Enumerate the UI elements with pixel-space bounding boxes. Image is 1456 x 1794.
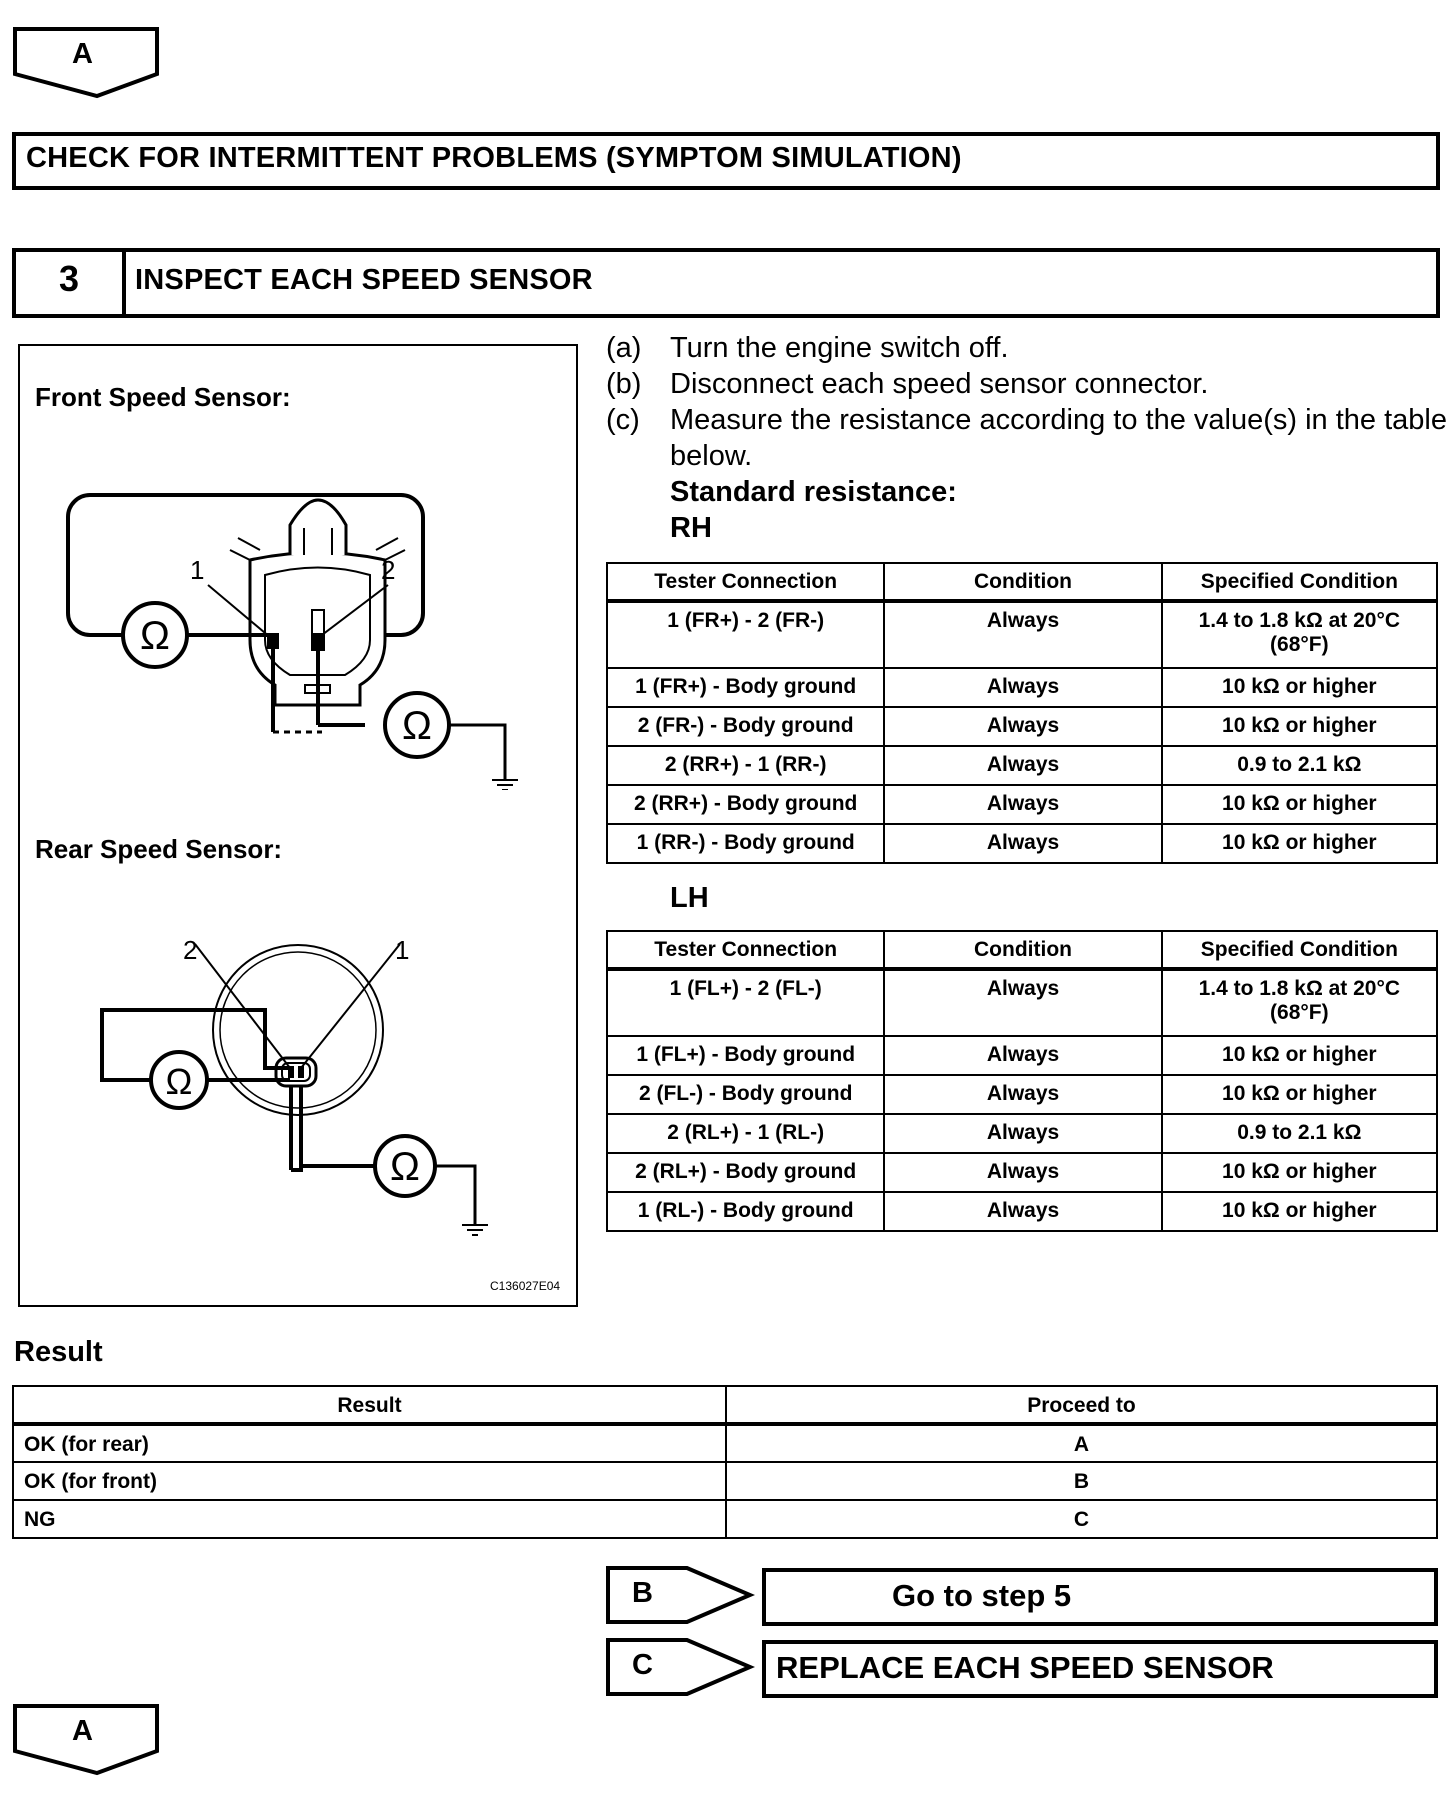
standard-resistance-label: Standard resistance: — [670, 476, 957, 508]
instruction-b — [606, 366, 1436, 402]
action-b-text[interactable]: Go to step 5 — [892, 1578, 1072, 1613]
lh-cell: 10 kΩ or higher — [1162, 1192, 1437, 1231]
rear-ohm-meter-2: Ω — [390, 1145, 420, 1189]
table-row — [607, 785, 1437, 824]
rh-cell: 10 kΩ or higher — [1162, 707, 1437, 746]
lh-cell: 0.9 to 2.1 kΩ — [1162, 1114, 1437, 1153]
rear-pin-1-label: 1 — [395, 935, 410, 965]
rear-sensor-diagram — [90, 930, 510, 1250]
table-row — [607, 1036, 1437, 1075]
lh-cell: Always — [884, 1192, 1161, 1231]
rear-sensor-label: Rear Speed Sensor: — [35, 834, 283, 864]
instruction-c — [606, 402, 1447, 474]
rh-cell: 1 (RR-) - Body ground — [607, 824, 884, 863]
result-cell: C — [726, 1500, 1437, 1538]
lh-table — [606, 930, 1438, 1232]
lh-cell: 1 (FL+) - Body ground — [607, 1036, 884, 1075]
front-sensor-label: Front Speed Sensor: — [35, 382, 291, 412]
section-header-title: CHECK FOR INTERMITTENT PROBLEMS (SYMPTOM SIMULATION) — [26, 142, 962, 174]
result-cell: OK (for rear) — [13, 1424, 726, 1462]
table-row — [607, 668, 1437, 707]
rh-label: RH — [670, 512, 712, 544]
instruction-a — [606, 330, 1436, 366]
rh-table — [606, 562, 1438, 864]
instruction-c-text: Measure the resistance according to the value(s) in the table below. — [670, 404, 1447, 472]
table-row — [607, 746, 1437, 785]
result-title: Result — [14, 1336, 103, 1368]
step-divider — [122, 248, 126, 318]
rh-header-condition: Condition — [884, 563, 1161, 601]
table-row — [607, 1192, 1437, 1231]
lh-cell: Always — [884, 1114, 1161, 1153]
instruction-b-text: Disconnect each speed sensor connector. — [670, 368, 1209, 400]
table-row — [607, 1114, 1437, 1153]
result-cell: NG — [13, 1500, 726, 1538]
rh-cell: Always — [884, 668, 1161, 707]
rh-cell: Always — [884, 746, 1161, 785]
step-title: INSPECT EACH SPEED SENSOR — [135, 264, 593, 296]
lh-cell: Always — [884, 969, 1161, 1036]
front-sensor-diagram — [60, 480, 540, 790]
rh-header-specified: Specified Condition — [1162, 563, 1437, 601]
action-c-letter: C — [632, 1649, 653, 1681]
instruction-b-label: (b) — [606, 368, 642, 400]
rh-cell: 1 (FR+) - Body ground — [607, 668, 884, 707]
lh-cell: 10 kΩ or higher — [1162, 1036, 1437, 1075]
instruction-a-text: Turn the engine switch off. — [670, 332, 1009, 364]
instruction-c-label: (c) — [606, 404, 640, 436]
rh-cell: Always — [884, 824, 1161, 863]
lh-label: LH — [670, 882, 709, 914]
lh-header-condition: Condition — [884, 931, 1161, 969]
table-row — [607, 707, 1437, 746]
front-ohm-meter-1: Ω — [140, 614, 170, 658]
instruction-a-label: (a) — [606, 332, 642, 364]
bottom-nav-letter: A — [72, 1715, 93, 1747]
lh-cell: Always — [884, 1036, 1161, 1075]
lh-cell: 1 (RL-) - Body ground — [607, 1192, 884, 1231]
rh-cell: 2 (RR+) - 1 (RR-) — [607, 746, 884, 785]
rh-header-tester: Tester Connection — [607, 563, 884, 601]
lh-cell: 10 kΩ or higher — [1162, 1075, 1437, 1114]
result-cell: OK (for front) — [13, 1462, 726, 1500]
table-row — [607, 601, 1437, 668]
table-row — [607, 969, 1437, 1036]
table-row — [13, 1424, 1437, 1462]
result-cell: B — [726, 1462, 1437, 1500]
lh-cell: 2 (FL-) - Body ground — [607, 1075, 884, 1114]
rh-cell: Always — [884, 785, 1161, 824]
lh-cell: 10 kΩ or higher — [1162, 1153, 1437, 1192]
rh-cell: 10 kΩ or higher — [1162, 668, 1437, 707]
result-cell: A — [726, 1424, 1437, 1462]
lh-cell: 1.4 to 1.8 kΩ at 20°C (68°F) — [1162, 969, 1437, 1036]
lh-cell: 2 (RL+) - Body ground — [607, 1153, 884, 1192]
result-header-result: Result — [13, 1386, 726, 1424]
top-nav-letter: A — [72, 38, 93, 70]
rh-cell: 1.4 to 1.8 kΩ at 20°C (68°F) — [1162, 601, 1437, 668]
front-ohm-meter-2: Ω — [402, 704, 432, 748]
lh-header-specified: Specified Condition — [1162, 931, 1437, 969]
table-row — [607, 1153, 1437, 1192]
table-row — [607, 824, 1437, 863]
action-b-arrow — [605, 1565, 755, 1625]
rh-cell: 10 kΩ or higher — [1162, 824, 1437, 863]
rh-cell: 2 (RR+) - Body ground — [607, 785, 884, 824]
rh-cell: Always — [884, 601, 1161, 668]
action-b-box[interactable] — [762, 1568, 1438, 1626]
result-header-proceed: Proceed to — [726, 1386, 1437, 1424]
rh-cell: 2 (FR-) - Body ground — [607, 707, 884, 746]
front-pin-2-label: 2 — [381, 555, 396, 585]
figure-code: C136027E04 — [490, 1279, 561, 1293]
action-b-letter: B — [632, 1577, 653, 1609]
table-row — [13, 1500, 1437, 1538]
rh-cell: 1 (FR+) - 2 (FR-) — [607, 601, 884, 668]
front-pin-1-label: 1 — [190, 555, 205, 585]
rh-cell: 0.9 to 2.1 kΩ — [1162, 746, 1437, 785]
rear-ohm-meter-1: Ω — [165, 1061, 193, 1102]
rear-pin-2-label: 2 — [183, 935, 198, 965]
action-c-arrow — [605, 1637, 755, 1697]
result-table — [12, 1385, 1438, 1539]
lh-cell: Always — [884, 1075, 1161, 1114]
step-number: 3 — [58, 258, 80, 299]
rh-cell: Always — [884, 707, 1161, 746]
lh-header-tester: Tester Connection — [607, 931, 884, 969]
table-row — [13, 1462, 1437, 1500]
rh-cell: 10 kΩ or higher — [1162, 785, 1437, 824]
lh-cell: 2 (RL+) - 1 (RL-) — [607, 1114, 884, 1153]
lh-cell: 1 (FL+) - 2 (FL-) — [607, 969, 884, 1036]
action-c-text[interactable]: REPLACE EACH SPEED SENSOR — [776, 1650, 1274, 1685]
table-row — [607, 1075, 1437, 1114]
lh-cell: Always — [884, 1153, 1161, 1192]
